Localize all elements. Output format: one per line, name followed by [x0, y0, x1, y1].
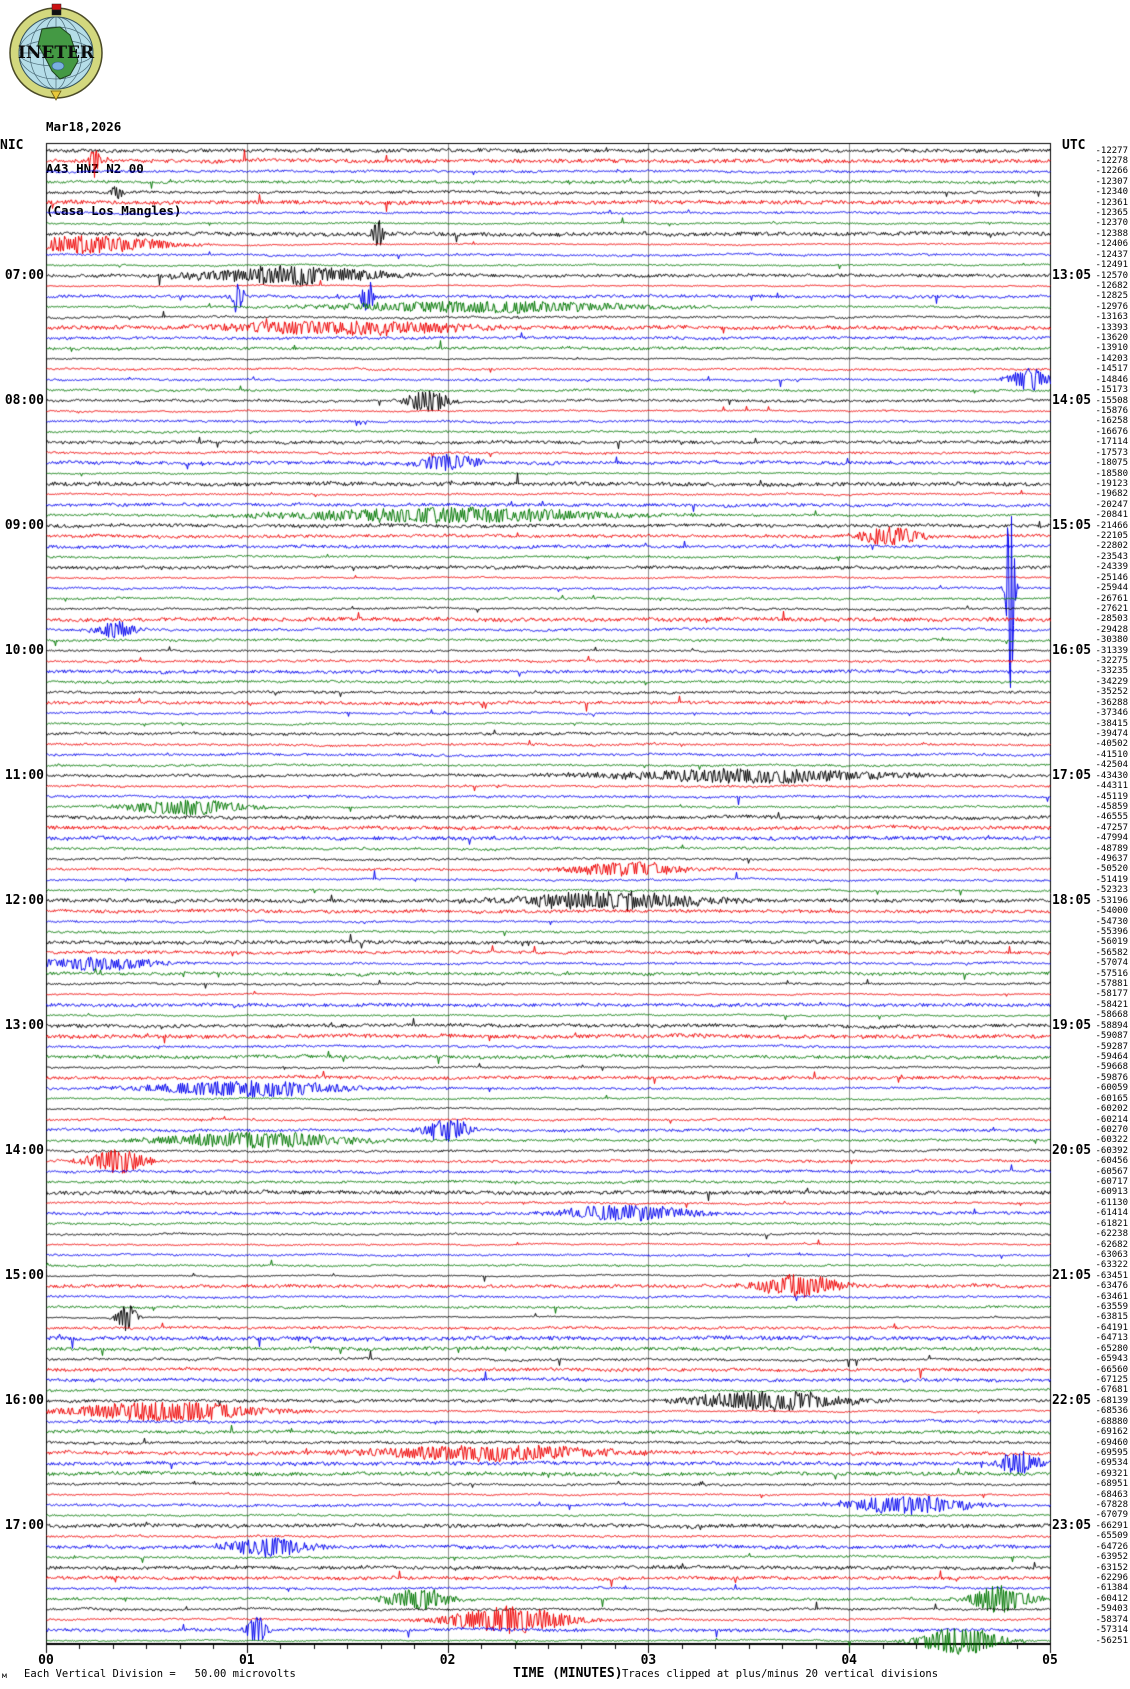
trace-offset-value: -57881	[1095, 979, 1128, 990]
trace-offset-value: -67079	[1095, 1510, 1128, 1521]
trace-offset-value: -57516	[1095, 968, 1128, 979]
trace-offset-value: -63815	[1095, 1312, 1128, 1323]
trace-offset-value: -69595	[1095, 1447, 1128, 1458]
trace-offset-value: -12340	[1095, 187, 1128, 198]
trace-offset-value: -12437	[1095, 249, 1128, 260]
trace-offset-value: -62296	[1095, 1572, 1128, 1583]
trace-offset-value: -67828	[1095, 1500, 1128, 1511]
trace-offset-value: -57314	[1095, 1625, 1128, 1636]
trace-offset-value: -59287	[1095, 1041, 1128, 1052]
trace-offset-value: -49637	[1095, 854, 1128, 865]
trace-offset-value: -12370	[1095, 218, 1128, 229]
trace-offset-value: -12570	[1095, 270, 1128, 281]
trace-offset-value: -12361	[1095, 197, 1128, 208]
trace-offset-value: -36288	[1095, 697, 1128, 708]
trace-offset-value: -12277	[1095, 145, 1128, 156]
trace-offset-value: -19123	[1095, 478, 1128, 489]
trace-offset-value: -61130	[1095, 1197, 1128, 1208]
utc-hour-label: 21:05	[1052, 1267, 1092, 1283]
trace-offset-value: -48789	[1095, 843, 1128, 854]
trace-offset-value: -15508	[1095, 395, 1128, 406]
nic-hour-label: 11:00	[4, 767, 44, 783]
x-axis-tick-label: 05	[1042, 1653, 1058, 1668]
nic-hour-label: 12:00	[4, 892, 44, 908]
trace-offset-value: -68951	[1095, 1479, 1128, 1490]
trace-offset-value: -25944	[1095, 583, 1128, 594]
utc-hour-label: 14:05	[1052, 392, 1092, 408]
utc-hour-label: 22:05	[1052, 1392, 1092, 1408]
utc-hour-label: 16:05	[1052, 642, 1092, 658]
trace-offset-value: -37346	[1095, 708, 1128, 719]
trace-offset-value: -29428	[1095, 624, 1128, 635]
trace-offset-value: -22802	[1095, 541, 1128, 552]
trace-offset-value: -60567	[1095, 1166, 1128, 1177]
trace-offset-value: -35252	[1095, 687, 1128, 698]
trace-offset-value: -50520	[1095, 864, 1128, 875]
trace-offset-value: -65943	[1095, 1354, 1128, 1365]
trace-offset-value: -13910	[1095, 343, 1128, 354]
trace-offset-value: -65509	[1095, 1531, 1128, 1542]
trace-offset-value: -43430	[1095, 770, 1128, 781]
trace-offset-value: -12406	[1095, 239, 1128, 250]
trace-offset-value: -17114	[1095, 437, 1128, 448]
trace-offset-value: -34229	[1095, 676, 1128, 687]
trace-offset-value: -69162	[1095, 1427, 1128, 1438]
nic-hour-label: 09:00	[4, 517, 44, 533]
utc-hour-label: 19:05	[1052, 1017, 1092, 1033]
trace-offset-value: -68463	[1095, 1489, 1128, 1500]
trace-offset-value: -12825	[1095, 291, 1128, 302]
trace-offset-value: -40502	[1095, 739, 1128, 750]
trace-offset-value: -56019	[1095, 937, 1128, 948]
corner-mark: м	[2, 1671, 7, 1680]
trace-offset-value: -67681	[1095, 1385, 1128, 1396]
trace-offset-value: -63063	[1095, 1249, 1128, 1260]
x-axis-tick-label: 03	[640, 1653, 657, 1668]
trace-offset-value: -59876	[1095, 1072, 1128, 1083]
trace-offset-value: -30380	[1095, 635, 1128, 646]
trace-offset-value: -58894	[1095, 1020, 1128, 1031]
trace-offset-value: -63451	[1095, 1270, 1128, 1281]
trace-offset-value: -28503	[1095, 614, 1128, 625]
utc-hour-label: 15:05	[1052, 517, 1092, 533]
trace-offset-value: -54730	[1095, 916, 1128, 927]
trace-offset-value: -55396	[1095, 926, 1128, 937]
utc-hour-label: 17:05	[1052, 767, 1092, 783]
trace-offset-value: -66291	[1095, 1520, 1128, 1531]
trace-offset-value: -69534	[1095, 1458, 1128, 1469]
trace-offset-value: -12682	[1095, 280, 1128, 291]
trace-offset-value: -12278	[1095, 155, 1128, 166]
trace-offset-value: -13620	[1095, 333, 1128, 344]
trace-offset-value: -61414	[1095, 1208, 1128, 1219]
trace-offset-value: -61821	[1095, 1218, 1128, 1229]
trace-offset-value: -56251	[1095, 1635, 1128, 1646]
trace-offset-value: -20841	[1095, 510, 1128, 521]
trace-offset-value: -58421	[1095, 999, 1128, 1010]
trace-offset-value: -18580	[1095, 468, 1128, 479]
trace-offset-value: -18075	[1095, 458, 1128, 469]
nic-hour-label: 15:00	[4, 1267, 44, 1283]
trace-offset-value: -60270	[1095, 1124, 1128, 1135]
trace-offset-value: -63461	[1095, 1291, 1128, 1302]
trace-offset-value: -59403	[1095, 1604, 1128, 1615]
trace-offset-value: -64726	[1095, 1541, 1128, 1552]
trace-offset-value: -51419	[1095, 874, 1128, 885]
trace-offset-value: -60717	[1095, 1177, 1128, 1188]
trace-offset-value: -57074	[1095, 958, 1128, 969]
trace-offset-value: -60214	[1095, 1114, 1128, 1125]
trace-offset-value: -66560	[1095, 1364, 1128, 1375]
trace-offset-value: -23543	[1095, 551, 1128, 562]
trace-offset-value: -12307	[1095, 176, 1128, 187]
trace-offset-value: -32275	[1095, 656, 1128, 667]
trace-offset-value: -33235	[1095, 666, 1128, 677]
trace-offset-value: -17573	[1095, 447, 1128, 458]
trace-offset-value: -63476	[1095, 1281, 1128, 1292]
utc-hour-label: 13:05	[1052, 267, 1092, 283]
trace-offset-value: -63952	[1095, 1552, 1128, 1563]
trace-offset-value: -60412	[1095, 1593, 1128, 1604]
trace-offset-value: -68536	[1095, 1406, 1128, 1417]
trace-offset-value: -12491	[1095, 260, 1128, 271]
trace-offset-value: -59087	[1095, 1031, 1128, 1042]
trace-offset-value: -41510	[1095, 749, 1128, 760]
x-axis-tick-label: 01	[238, 1653, 255, 1668]
trace-offset-value: -15173	[1095, 385, 1128, 396]
trace-offset-value: -58668	[1095, 1010, 1128, 1021]
trace-offset-value: -63559	[1095, 1302, 1128, 1313]
trace-offset-value: -38415	[1095, 718, 1128, 729]
trace-offset-value: -56582	[1095, 947, 1128, 958]
x-axis-tick-label: 00	[38, 1653, 54, 1668]
nic-hour-label: 14:00	[4, 1142, 44, 1158]
trace-offset-value: -27621	[1095, 603, 1128, 614]
nic-hour-label: 17:00	[4, 1517, 44, 1533]
trace-offset-value: -68139	[1095, 1395, 1128, 1406]
trace-offset-value: -12388	[1095, 228, 1128, 239]
trace-offset-value: -58177	[1095, 989, 1128, 1000]
trace-offset-value: -65280	[1095, 1343, 1128, 1354]
trace-offset-value: -60913	[1095, 1187, 1128, 1198]
trace-offset-value: -24339	[1095, 562, 1128, 573]
trace-offset-value: -14203	[1095, 353, 1128, 364]
trace-offset-value: -59668	[1095, 1062, 1128, 1073]
nic-hour-label: 10:00	[4, 642, 44, 658]
trace-offset-value: -44311	[1095, 781, 1128, 792]
trace-offset-value: -15876	[1095, 405, 1128, 416]
trace-offset-value: -46555	[1095, 812, 1128, 823]
trace-offset-value: -47994	[1095, 833, 1128, 844]
trace-offset-value: -63322	[1095, 1260, 1128, 1271]
trace-offset-value: -31339	[1095, 645, 1128, 656]
trace-offset-value: -60456	[1095, 1156, 1128, 1167]
nic-hour-label: 07:00	[4, 267, 44, 283]
utc-hour-label: 20:05	[1052, 1142, 1092, 1158]
trace-offset-value: -39474	[1095, 728, 1128, 739]
x-axis-tick-label: 02	[439, 1653, 456, 1668]
trace-offset-value: -61384	[1095, 1583, 1128, 1594]
trace-offset-value: -45859	[1095, 801, 1128, 812]
trace-offset-value: -69460	[1095, 1437, 1128, 1448]
trace-offset-value: -12266	[1095, 166, 1128, 177]
trace-offset-value: -53196	[1095, 895, 1128, 906]
trace-offset-value: -63152	[1095, 1562, 1128, 1573]
trace-offset-value: -16258	[1095, 416, 1128, 427]
trace-offset-value: -14517	[1095, 364, 1128, 375]
x-axis-tick-label: 04	[841, 1653, 858, 1668]
trace-offset-value: -64713	[1095, 1333, 1128, 1344]
trace-offset-value: -68880	[1095, 1416, 1128, 1427]
trace-offset-value: -60165	[1095, 1093, 1128, 1104]
trace-offset-value: -42504	[1095, 760, 1128, 771]
trace-offset-value: -59464	[1095, 1052, 1128, 1062]
x-axis-title: TIME (MINUTES)	[513, 1666, 623, 1681]
trace-offset-value: -45119	[1095, 791, 1128, 802]
trace-offset-value: -60059	[1095, 1083, 1128, 1094]
trace-offset-value: -58374	[1095, 1614, 1128, 1625]
trace-offset-value: -26761	[1095, 593, 1128, 604]
trace-offset-value: -14846	[1095, 374, 1128, 385]
trace-offset-value: -62682	[1095, 1239, 1128, 1250]
trace-offset-value: -12365	[1095, 208, 1128, 219]
clip-note: Traces clipped at plus/minus 20 vertical divisions	[622, 1668, 939, 1680]
trace-offset-value: -62238	[1095, 1229, 1128, 1240]
nic-hour-label: 13:00	[4, 1017, 44, 1033]
trace-offset-value: -13163	[1095, 312, 1128, 323]
trace-offset-value: -52323	[1095, 885, 1128, 896]
trace-offset-value: -60392	[1095, 1145, 1128, 1156]
trace-offset-value: -67125	[1095, 1375, 1128, 1385]
trace-offset-value: -13393	[1095, 322, 1128, 333]
trace-offset-value: -21466	[1095, 520, 1128, 531]
utc-hour-label: 23:05	[1052, 1517, 1092, 1533]
trace-offset-value: -47257	[1095, 822, 1128, 833]
trace-offset-value: -19682	[1095, 489, 1128, 500]
trace-offset-value: -22105	[1095, 531, 1128, 542]
trace-offset-value: -60322	[1095, 1135, 1128, 1146]
trace-offset-value: -64191	[1095, 1322, 1128, 1333]
trace-offset-value: -54000	[1095, 906, 1128, 917]
trace-offset-value: -12976	[1095, 301, 1128, 312]
trace-offset-value: -20247	[1095, 499, 1128, 510]
utc-hour-label: 18:05	[1052, 892, 1092, 908]
nic-hour-label: 08:00	[4, 392, 44, 408]
trace-offset-value: -60202	[1095, 1104, 1128, 1115]
nic-hour-label: 16:00	[4, 1392, 44, 1408]
trace-offset-value: -16676	[1095, 426, 1128, 437]
trace-offset-value: -69321	[1095, 1468, 1128, 1479]
vertical-division-note: Each Vertical Division = 50.00 microvolts	[24, 1668, 296, 1680]
trace-offset-value: -25146	[1095, 572, 1128, 583]
